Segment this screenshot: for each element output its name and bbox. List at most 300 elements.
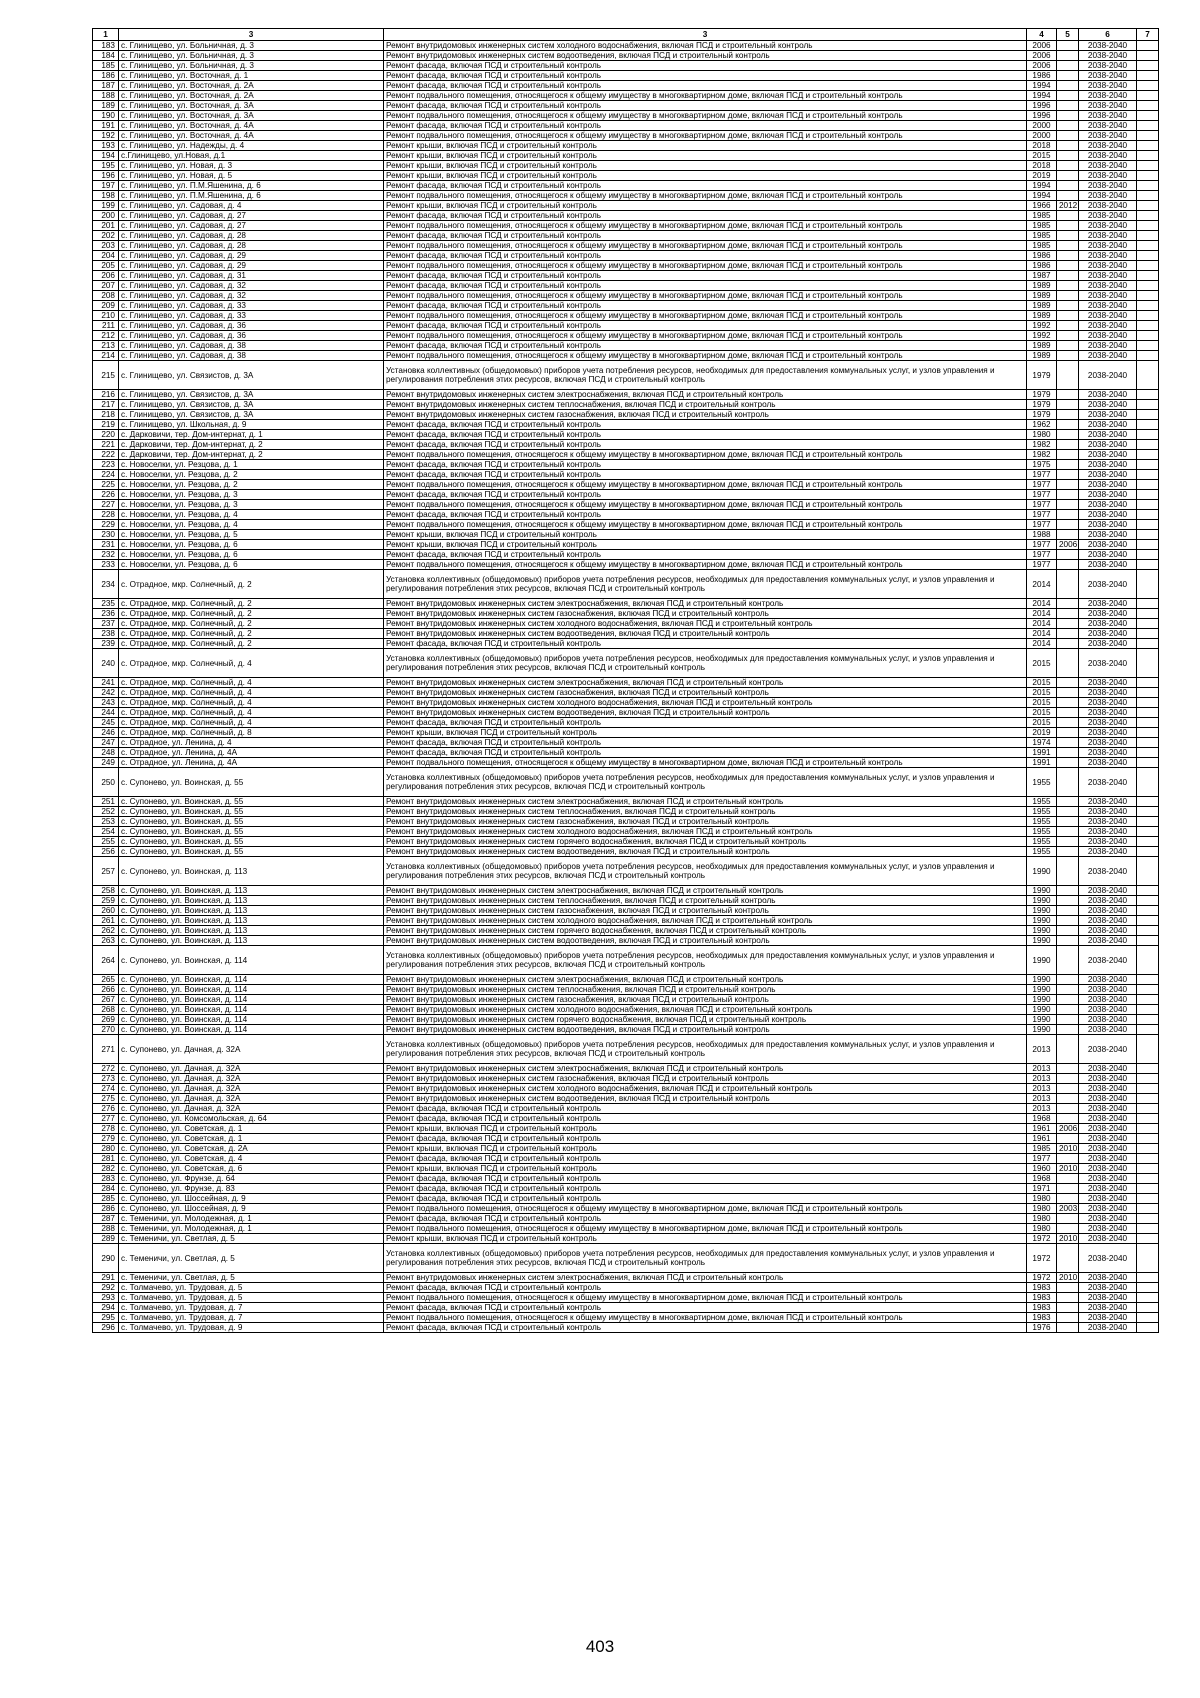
- row-number-cell: 188: [93, 91, 119, 101]
- work-type-cell: Ремонт внутридомовых инженерных систем теплоснабжения, включая ПСД и строительный контроль: [384, 400, 1027, 410]
- table-row: [93, 639, 1159, 649]
- last-repair-cell: [1057, 985, 1079, 995]
- build-year-cell: 1991: [1027, 748, 1057, 758]
- address-cell: с. Отрадное, мкр. Солнечный, д. 4: [119, 698, 384, 708]
- planned-period-cell: 2038-2040: [1079, 281, 1137, 291]
- planned-period-cell: 2038-2040: [1079, 599, 1137, 609]
- last-repair-cell: [1057, 857, 1079, 886]
- row-number-cell: 276: [93, 1104, 119, 1114]
- last-repair-cell: [1057, 678, 1079, 688]
- row-number-cell: 260: [93, 906, 119, 916]
- row-number-cell: 190: [93, 111, 119, 121]
- address-cell: с. Супонево, ул. Дачная, д. 32А: [119, 1074, 384, 1084]
- row-number-cell: 211: [93, 321, 119, 331]
- planned-period-cell: 2038-2040: [1079, 221, 1137, 231]
- extra-cell: [1137, 490, 1159, 500]
- planned-period-cell: 2038-2040: [1079, 728, 1137, 738]
- row-number-cell: 220: [93, 430, 119, 440]
- table-row: [93, 470, 1159, 480]
- planned-period-cell: 2038-2040: [1079, 141, 1137, 151]
- last-repair-cell: [1057, 500, 1079, 510]
- work-type-cell: Ремонт крыши, включая ПСД и строительный контроль: [384, 530, 1027, 540]
- extra-cell: [1137, 975, 1159, 985]
- last-repair-cell: [1057, 936, 1079, 946]
- row-number-cell: 284: [93, 1184, 119, 1194]
- last-repair-cell: [1057, 61, 1079, 71]
- table-row: [93, 748, 1159, 758]
- work-type-cell: Ремонт внутридомовых инженерных систем электроснабжения, включая ПСД и строительный контроль: [384, 599, 1027, 609]
- table-row: [93, 71, 1159, 81]
- table-row: [93, 619, 1159, 629]
- address-cell: с. Глинищево, ул. Новая, д. 5: [119, 171, 384, 181]
- build-year-cell: 1977: [1027, 1154, 1057, 1164]
- work-type-cell: Ремонт фасада, включая ПСД и строительный контроль: [384, 490, 1027, 500]
- planned-period-cell: 2038-2040: [1079, 629, 1137, 639]
- work-type-cell: Ремонт внутридомовых инженерных систем электроснабжения, включая ПСД и строительный контроль: [384, 390, 1027, 400]
- planned-period-cell: 2038-2040: [1079, 91, 1137, 101]
- build-year-cell: 1990: [1027, 1025, 1057, 1035]
- row-number-cell: 269: [93, 1015, 119, 1025]
- build-year-cell: 1976: [1027, 1323, 1057, 1333]
- last-repair-cell: [1057, 1283, 1079, 1293]
- planned-period-cell: 2038-2040: [1079, 906, 1137, 916]
- row-number-cell: 274: [93, 1084, 119, 1094]
- build-year-cell: 1977: [1027, 490, 1057, 500]
- last-repair-cell: [1057, 748, 1079, 758]
- row-number-cell: 256: [93, 847, 119, 857]
- row-number-cell: 215: [93, 361, 119, 390]
- build-year-cell: 2019: [1027, 728, 1057, 738]
- build-year-cell: 1980: [1027, 1194, 1057, 1204]
- last-repair-cell: [1057, 321, 1079, 331]
- table-row: [93, 361, 1159, 390]
- row-number-cell: 263: [93, 936, 119, 946]
- planned-period-cell: 2038-2040: [1079, 609, 1137, 619]
- extra-cell: [1137, 1154, 1159, 1164]
- planned-period-cell: 2038-2040: [1079, 1313, 1137, 1323]
- address-cell: с. Теменичи, ул. Светлая, д. 5: [119, 1234, 384, 1244]
- extra-cell: [1137, 420, 1159, 430]
- row-number-cell: 216: [93, 390, 119, 400]
- work-type-cell: Ремонт подвального помещения, относящегося к общему имуществу в многоквартирном доме, включая ПСД и строительный контроль: [384, 291, 1027, 301]
- row-number-cell: 261: [93, 916, 119, 926]
- extra-cell: [1137, 550, 1159, 560]
- last-repair-cell: [1057, 390, 1079, 400]
- work-type-cell: Ремонт фасада, включая ПСД и строительный контроль: [384, 1283, 1027, 1293]
- row-number-cell: 250: [93, 768, 119, 797]
- last-repair-cell: [1057, 1084, 1079, 1094]
- last-repair-cell: [1057, 1134, 1079, 1144]
- address-cell: с. Супонево, ул. Дачная, д. 32А: [119, 1035, 384, 1064]
- extra-cell: [1137, 896, 1159, 906]
- table-row: [93, 629, 1159, 639]
- extra-cell: [1137, 1283, 1159, 1293]
- address-cell: с. Новоселки, ул. Резцова, д. 4: [119, 510, 384, 520]
- planned-period-cell: 2038-2040: [1079, 916, 1137, 926]
- build-year-cell: 2015: [1027, 718, 1057, 728]
- table-row: [93, 1244, 1159, 1273]
- extra-cell: [1137, 530, 1159, 540]
- row-number-cell: 235: [93, 599, 119, 609]
- work-type-cell: Установка коллективных (общедомовых) приборов учета потребления ресурсов, необходимых для предоставления коммунальных услуг, и узлов управления и регулирования потребления этих ресурсов, включая ПСД и строительный контроль: [384, 1244, 1027, 1273]
- work-type-cell: Установка коллективных (общедомовых) приборов учета потребления ресурсов, необходимых для предоставления коммунальных услуг, и узлов управления и регулирования потребления этих ресурсов, включая ПСД и строительный контроль: [384, 361, 1027, 390]
- table-row: [93, 698, 1159, 708]
- planned-period-cell: 2038-2040: [1079, 886, 1137, 896]
- last-repair-cell: [1057, 649, 1079, 678]
- planned-period-cell: 2038-2040: [1079, 1293, 1137, 1303]
- address-cell: с. Глинищево, ул. Восточная, д. 3А: [119, 111, 384, 121]
- address-cell: с. Глинищево, ул. Садовая, д. 36: [119, 321, 384, 331]
- address-cell: с. Глинищево, ул. Связистов, д. 3А: [119, 361, 384, 390]
- work-type-cell: Ремонт фасада, включая ПСД и строительный контроль: [384, 281, 1027, 291]
- extra-cell: [1137, 201, 1159, 211]
- address-cell: с. Отрадное, ул. Ленина, д. 4А: [119, 748, 384, 758]
- planned-period-cell: 2038-2040: [1079, 211, 1137, 221]
- last-repair-cell: [1057, 926, 1079, 936]
- extra-cell: [1137, 1104, 1159, 1114]
- last-repair-cell: [1057, 151, 1079, 161]
- address-cell: с. Глинищево, ул. Садовая, д. 32: [119, 291, 384, 301]
- table-row: [93, 1323, 1159, 1333]
- work-type-cell: Ремонт внутридомовых инженерных систем электроснабжения, включая ПСД и строительный контроль: [384, 886, 1027, 896]
- last-repair-cell: [1057, 101, 1079, 111]
- work-type-cell: Ремонт внутридомовых инженерных систем водоотведения, включая ПСД и строительный контроль: [384, 1094, 1027, 1104]
- address-cell: с. Новоселки, ул. Резцова, д. 2: [119, 480, 384, 490]
- last-repair-cell: [1057, 291, 1079, 301]
- build-year-cell: 1996: [1027, 111, 1057, 121]
- table-row: [93, 827, 1159, 837]
- build-year-cell: 2019: [1027, 171, 1057, 181]
- table-row: [93, 261, 1159, 271]
- table-row: [93, 550, 1159, 560]
- row-number-cell: 198: [93, 191, 119, 201]
- planned-period-cell: 2038-2040: [1079, 41, 1137, 51]
- build-year-cell: 2015: [1027, 678, 1057, 688]
- planned-period-cell: 2038-2040: [1079, 121, 1137, 131]
- build-year-cell: 1994: [1027, 181, 1057, 191]
- work-type-cell: Ремонт фасада, включая ПСД и строительный контроль: [384, 1134, 1027, 1144]
- address-cell: с. Супонево, ул. Воинская, д. 113: [119, 916, 384, 926]
- extra-cell: [1137, 271, 1159, 281]
- planned-period-cell: 2038-2040: [1079, 1184, 1137, 1194]
- build-year-cell: 1989: [1027, 301, 1057, 311]
- work-type-cell: Ремонт фасада, включая ПСД и строительный контроль: [384, 1184, 1027, 1194]
- work-type-cell: Ремонт фасада, включая ПСД и строительный контроль: [384, 1174, 1027, 1184]
- row-number-cell: 258: [93, 886, 119, 896]
- extra-cell: [1137, 1194, 1159, 1204]
- last-repair-cell: [1057, 1224, 1079, 1234]
- capital-repair-table: [92, 28, 1159, 1333]
- work-type-cell: Ремонт внутридомовых инженерных систем холодного водоснабжения, включая ПСД и строительный контроль: [384, 916, 1027, 926]
- build-year-cell: 1985: [1027, 1144, 1057, 1154]
- planned-period-cell: 2038-2040: [1079, 817, 1137, 827]
- last-repair-cell: [1057, 241, 1079, 251]
- table-row: [93, 1104, 1159, 1114]
- planned-period-cell: 2038-2040: [1079, 81, 1137, 91]
- planned-period-cell: 2038-2040: [1079, 985, 1137, 995]
- row-number-cell: 247: [93, 738, 119, 748]
- planned-period-cell: 2038-2040: [1079, 560, 1137, 570]
- last-repair-cell: [1057, 41, 1079, 51]
- table-row: [93, 837, 1159, 847]
- last-repair-cell: [1057, 1313, 1079, 1323]
- table-row: [93, 1094, 1159, 1104]
- row-number-cell: 239: [93, 639, 119, 649]
- table-row: [93, 985, 1159, 995]
- planned-period-cell: 2038-2040: [1079, 520, 1137, 530]
- table-row: [93, 111, 1159, 121]
- last-repair-cell: [1057, 440, 1079, 450]
- row-number-cell: 275: [93, 1094, 119, 1104]
- planned-period-cell: 2038-2040: [1079, 261, 1137, 271]
- build-year-cell: 1986: [1027, 261, 1057, 271]
- extra-cell: [1137, 946, 1159, 975]
- extra-cell: [1137, 1273, 1159, 1283]
- build-year-cell: 1989: [1027, 291, 1057, 301]
- planned-period-cell: 2038-2040: [1079, 420, 1137, 430]
- planned-period-cell: 2038-2040: [1079, 738, 1137, 748]
- build-year-cell: 1972: [1027, 1244, 1057, 1273]
- extra-cell: [1137, 231, 1159, 241]
- last-repair-cell: [1057, 71, 1079, 81]
- table-row: [93, 857, 1159, 886]
- last-repair-cell: [1057, 81, 1079, 91]
- row-number-cell: 193: [93, 141, 119, 151]
- row-number-cell: 194: [93, 151, 119, 161]
- extra-cell: [1137, 560, 1159, 570]
- last-repair-cell: [1057, 410, 1079, 420]
- planned-period-cell: 2038-2040: [1079, 619, 1137, 629]
- last-repair-cell: [1057, 1174, 1079, 1184]
- extra-cell: [1137, 291, 1159, 301]
- build-year-cell: 1986: [1027, 251, 1057, 261]
- address-cell: с. Отрадное, мкр. Солнечный, д. 4: [119, 688, 384, 698]
- build-year-cell: 1990: [1027, 995, 1057, 1005]
- build-year-cell: 1977: [1027, 500, 1057, 510]
- extra-cell: [1137, 649, 1159, 678]
- table-row: [93, 141, 1159, 151]
- work-type-cell: Ремонт внутридомовых инженерных систем водоотведения, включая ПСД и строительный контроль: [384, 51, 1027, 61]
- row-number-cell: 262: [93, 926, 119, 936]
- row-number-cell: 279: [93, 1134, 119, 1144]
- last-repair-cell: [1057, 570, 1079, 599]
- work-type-cell: Ремонт подвального помещения, относящегося к общему имуществу в многоквартирном доме, включая ПСД и строительный контроль: [384, 500, 1027, 510]
- planned-period-cell: 2038-2040: [1079, 797, 1137, 807]
- work-type-cell: Ремонт крыши, включая ПСД и строительный контроль: [384, 171, 1027, 181]
- build-year-cell: 2006: [1027, 41, 1057, 51]
- build-year-cell: 2018: [1027, 161, 1057, 171]
- address-cell: с. Глинищево, ул. Садовая, д. 29: [119, 261, 384, 271]
- address-cell: с. Супонево, ул. Фрунзе, д. 83: [119, 1184, 384, 1194]
- last-repair-cell: [1057, 1214, 1079, 1224]
- row-number-cell: 283: [93, 1174, 119, 1184]
- last-repair-cell: [1057, 420, 1079, 430]
- row-number-cell: 224: [93, 470, 119, 480]
- extra-cell: [1137, 361, 1159, 390]
- extra-cell: [1137, 1174, 1159, 1184]
- extra-cell: [1137, 131, 1159, 141]
- planned-period-cell: 2038-2040: [1079, 480, 1137, 490]
- extra-cell: [1137, 728, 1159, 738]
- extra-cell: [1137, 1303, 1159, 1313]
- address-cell: с. Супонево, ул. Дачная, д. 32А: [119, 1104, 384, 1114]
- table-row: [93, 936, 1159, 946]
- planned-period-cell: 2038-2040: [1079, 450, 1137, 460]
- planned-period-cell: 2038-2040: [1079, 51, 1137, 61]
- planned-period-cell: 2038-2040: [1079, 331, 1137, 341]
- table-row: [93, 61, 1159, 71]
- planned-period-cell: 2038-2040: [1079, 1224, 1137, 1234]
- planned-period-cell: 2038-2040: [1079, 649, 1137, 678]
- last-repair-cell: [1057, 1114, 1079, 1124]
- extra-cell: [1137, 797, 1159, 807]
- last-repair-cell: [1057, 520, 1079, 530]
- last-repair-cell: [1057, 341, 1079, 351]
- work-type-cell: Ремонт внутридомовых инженерных систем водоотведения, включая ПСД и строительный контроль: [384, 708, 1027, 718]
- extra-cell: [1137, 1244, 1159, 1273]
- build-year-cell: 1974: [1027, 738, 1057, 748]
- build-year-cell: 1972: [1027, 1234, 1057, 1244]
- work-type-cell: Ремонт крыши, включая ПСД и строительный контроль: [384, 728, 1027, 738]
- table-row: [93, 1164, 1159, 1174]
- work-type-cell: Ремонт внутридомовых инженерных систем водоотведения, включая ПСД и строительный контроль: [384, 1025, 1027, 1035]
- extra-cell: [1137, 211, 1159, 221]
- build-year-cell: 1962: [1027, 420, 1057, 430]
- planned-period-cell: 2038-2040: [1079, 510, 1137, 520]
- header-cell-last-repair: 5: [1057, 29, 1079, 41]
- row-number-cell: 257: [93, 857, 119, 886]
- build-year-cell: 2013: [1027, 1074, 1057, 1084]
- extra-cell: [1137, 738, 1159, 748]
- build-year-cell: 2014: [1027, 629, 1057, 639]
- extra-cell: [1137, 111, 1159, 121]
- address-cell: с. Глинищево, ул. Восточная, д. 1: [119, 71, 384, 81]
- address-cell: с. Толмачево, ул. Трудовая, д. 5: [119, 1293, 384, 1303]
- extra-cell: [1137, 171, 1159, 181]
- address-cell: с. Глинищево, ул. Садовая, д. 33: [119, 301, 384, 311]
- work-type-cell: Ремонт внутридомовых инженерных систем газоснабжения, включая ПСД и строительный контроль: [384, 995, 1027, 1005]
- work-type-cell: Ремонт фасада, включая ПСД и строительный контроль: [384, 460, 1027, 470]
- table-row: [93, 520, 1159, 530]
- row-number-cell: 249: [93, 758, 119, 768]
- build-year-cell: 1990: [1027, 946, 1057, 975]
- address-cell: с. Глинищево, ул. Больничная, д. 3: [119, 51, 384, 61]
- planned-period-cell: 2038-2040: [1079, 1015, 1137, 1025]
- extra-cell: [1137, 1064, 1159, 1074]
- address-cell: с. Глинищево, ул. Садовая, д. 33: [119, 311, 384, 321]
- extra-cell: [1137, 1124, 1159, 1134]
- extra-cell: [1137, 985, 1159, 995]
- build-year-cell: 1961: [1027, 1134, 1057, 1144]
- last-repair-cell: [1057, 181, 1079, 191]
- build-year-cell: 1979: [1027, 361, 1057, 390]
- work-type-cell: Ремонт внутридомовых инженерных систем водоотведения, включая ПСД и строительный контроль: [384, 629, 1027, 639]
- table-row: [93, 599, 1159, 609]
- work-type-cell: Ремонт внутридомовых инженерных систем водоотведения, включая ПСД и строительный контроль: [384, 936, 1027, 946]
- header-cell-planned-period: 6: [1079, 29, 1137, 41]
- work-type-cell: Ремонт подвального помещения, относящегося к общему имуществу в многоквартирном доме, включая ПСД и строительный контроль: [384, 1313, 1027, 1323]
- address-cell: с. Толмачево, ул. Трудовая, д. 7: [119, 1303, 384, 1313]
- planned-period-cell: 2038-2040: [1079, 251, 1137, 261]
- work-type-cell: Ремонт внутридомовых инженерных систем горячего водоснабжения, включая ПСД и строительный контроль: [384, 1015, 1027, 1025]
- row-number-cell: 266: [93, 985, 119, 995]
- row-number-cell: 218: [93, 410, 119, 420]
- build-year-cell: 1990: [1027, 857, 1057, 886]
- work-type-cell: Ремонт фасада, включая ПСД и строительный контроль: [384, 718, 1027, 728]
- table-row: [93, 1025, 1159, 1035]
- extra-cell: [1137, 678, 1159, 688]
- work-type-cell: Ремонт подвального помещения, относящегося к общему имуществу в многоквартирном доме, включая ПСД и строительный контроль: [384, 131, 1027, 141]
- row-number-cell: 290: [93, 1244, 119, 1273]
- planned-period-cell: 2038-2040: [1079, 71, 1137, 81]
- address-cell: с. Супонево, ул. Воинская, д. 55: [119, 807, 384, 817]
- planned-period-cell: 2038-2040: [1079, 1094, 1137, 1104]
- address-cell: с. Супонево, ул. Воинская, д. 113: [119, 926, 384, 936]
- table-row: [93, 1005, 1159, 1015]
- address-cell: с. Толмачево, ул. Трудовая, д. 7: [119, 1313, 384, 1323]
- table-row: [93, 1084, 1159, 1094]
- planned-period-cell: 2038-2040: [1079, 995, 1137, 1005]
- last-repair-cell: [1057, 946, 1079, 975]
- planned-period-cell: 2038-2040: [1079, 1194, 1137, 1204]
- work-type-cell: Ремонт внутридомовых инженерных систем газоснабжения, включая ПСД и строительный контроль: [384, 688, 1027, 698]
- build-year-cell: 1977: [1027, 470, 1057, 480]
- build-year-cell: 2000: [1027, 121, 1057, 131]
- last-repair-cell: [1057, 738, 1079, 748]
- extra-cell: [1137, 817, 1159, 827]
- planned-period-cell: 2038-2040: [1079, 708, 1137, 718]
- planned-period-cell: 2038-2040: [1079, 946, 1137, 975]
- table-row: [93, 807, 1159, 817]
- last-repair-cell: 2006: [1057, 1124, 1079, 1134]
- build-year-cell: 1990: [1027, 906, 1057, 916]
- row-number-cell: 272: [93, 1064, 119, 1074]
- row-number-cell: 285: [93, 1194, 119, 1204]
- last-repair-cell: [1057, 231, 1079, 241]
- last-repair-cell: [1057, 886, 1079, 896]
- table-body: [93, 41, 1159, 1333]
- row-number-cell: 237: [93, 619, 119, 629]
- work-type-cell: Ремонт внутридомовых инженерных систем теплоснабжения, включая ПСД и строительный контроль: [384, 985, 1027, 995]
- extra-cell: [1137, 748, 1159, 758]
- work-type-cell: Ремонт фасада, включая ПСД и строительный контроль: [384, 211, 1027, 221]
- build-year-cell: 2013: [1027, 1035, 1057, 1064]
- row-number-cell: 199: [93, 201, 119, 211]
- extra-cell: [1137, 51, 1159, 61]
- extra-cell: [1137, 321, 1159, 331]
- planned-period-cell: 2038-2040: [1079, 1174, 1137, 1184]
- build-year-cell: 2015: [1027, 151, 1057, 161]
- table-row: [93, 181, 1159, 191]
- row-number-cell: 208: [93, 291, 119, 301]
- row-number-cell: 242: [93, 688, 119, 698]
- table-row: [93, 817, 1159, 827]
- work-type-cell: Ремонт внутридомовых инженерных систем электроснабжения, включая ПСД и строительный контроль: [384, 975, 1027, 985]
- build-year-cell: 1982: [1027, 450, 1057, 460]
- build-year-cell: 1994: [1027, 81, 1057, 91]
- planned-period-cell: 2038-2040: [1079, 321, 1137, 331]
- build-year-cell: 1961: [1027, 1124, 1057, 1134]
- address-cell: с. Супонево, ул. Воинская, д. 114: [119, 946, 384, 975]
- build-year-cell: 1980: [1027, 1224, 1057, 1234]
- last-repair-cell: [1057, 827, 1079, 837]
- work-type-cell: Ремонт фасада, включая ПСД и строительный контроль: [384, 301, 1027, 311]
- address-cell: с. Супонево, ул. Воинская, д. 114: [119, 995, 384, 1005]
- row-number-cell: 286: [93, 1204, 119, 1214]
- build-year-cell: 1979: [1027, 390, 1057, 400]
- last-repair-cell: [1057, 837, 1079, 847]
- row-number-cell: 295: [93, 1313, 119, 1323]
